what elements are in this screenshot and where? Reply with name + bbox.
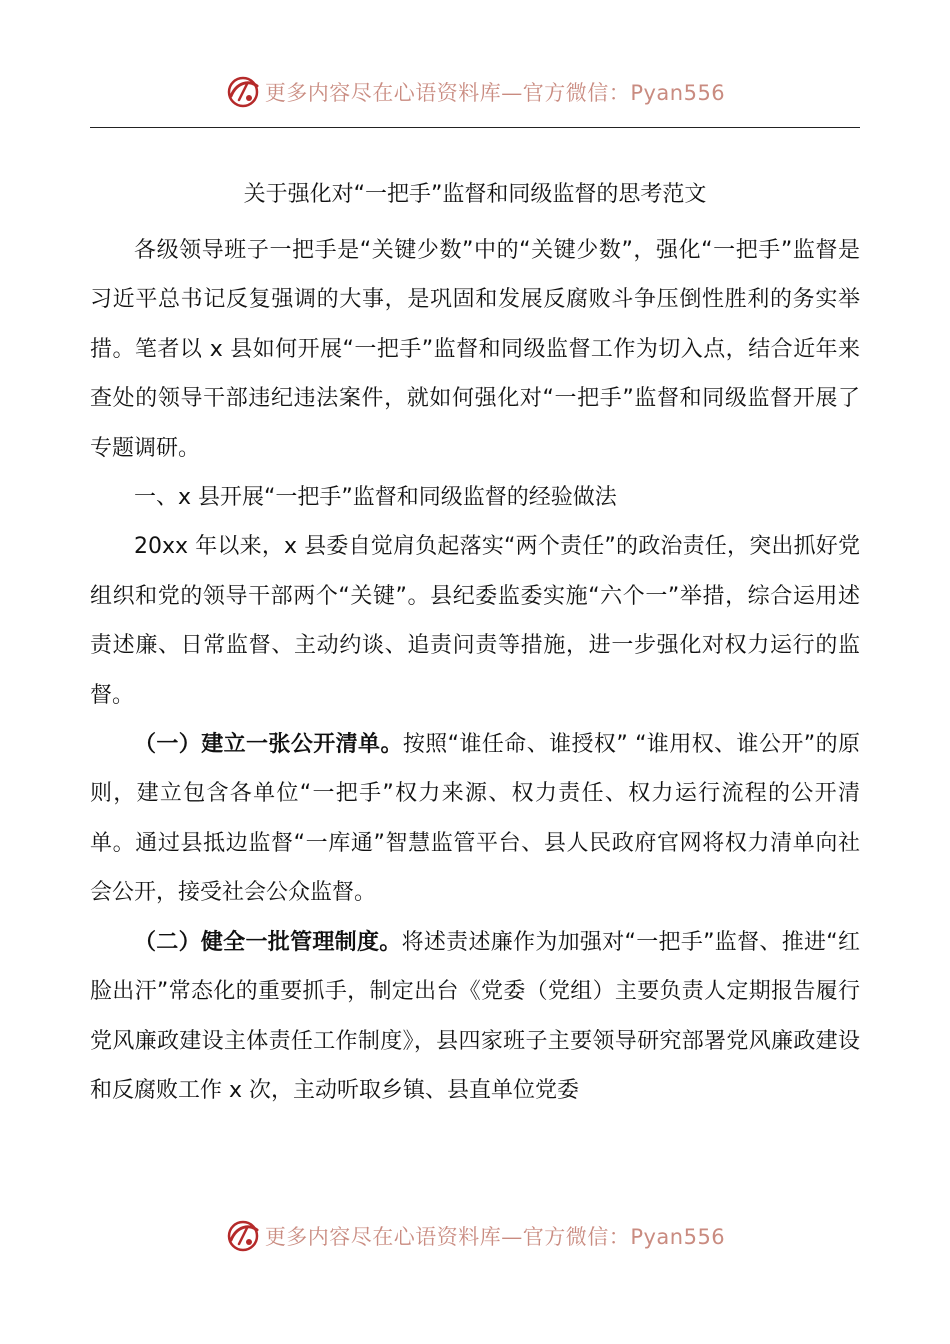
paragraph-intro: 各级领导班子一把手是“关键少数”中的“关键少数”，强化“一把手”监督是习近平总书记反复强调的大事，是巩固和发展反腐败斗争压倒性胜利的务实举措。笔者以 x 县如何开展“一把手”监督和同级监督工作为切入点，结合近年来查处的领导干部违纪违法案件，就如何强化对“一把手”监督和同级监督开展了专题调研。 — [90, 238, 860, 461]
footer-watermark-text: 更多内容尽在心语资料库—官方微信：Pyan556 — [264, 1225, 726, 1249]
document-body — [90, 174, 860, 1115]
footer-watermark-contact: Pyan556 — [630, 1225, 726, 1249]
footer-watermark — [0, 1216, 950, 1256]
item-2-heading: （二）健全一批管理制度。 — [134, 929, 402, 955]
header-watermark — [0, 72, 950, 112]
section-heading-1: 一、x 县开展“一把手”监督和同级监督的经验做法 — [134, 485, 617, 511]
header-watermark-contact: Pyan556 — [630, 81, 726, 105]
paragraph-section-1: 20xx 年以来，x 县委自觉肩负起落实“两个责任”的政治责任，突出抓好党组织和党的领导干部两个“关键”。县纪委监委实施“六个一”举措，综合运用述责述廉、日常监督、主动约谈、追责问责等措施，进一步强化对权力运行的监督。 — [90, 534, 860, 708]
item-1-heading: （一）建立一张公开清单。 — [134, 732, 403, 758]
paragraph-item-2: （二）健全一批管理制度。将述责述廉作为加强对“一把手”监督、推进“红脸出汗”常态化的重要抓手，制定出台《党委（党组）主要负责人定期报告履行党风廉政建设主体责任工作制度》，县四家班子主要领导研究部署党风廉政建设和反腐败工作 x 次，主动听取乡镇、县直单位党委 — [90, 929, 860, 1103]
header-divider — [90, 127, 860, 128]
paragraph-item-1: （一）建立一张公开清单。按照“谁任命、谁授权” “谁用权、谁公开”的原则，建立包含各单位“一把手”权力来源、权力责任、权力运行流程的公开清单。通过县抵边监督“一库通”智慧监管平台、县人民政府官网将权力清单向社会公开，接受社会公众监督。 — [90, 732, 860, 906]
document-title: 关于强化对“一把手”监督和同级监督的思考范文 — [243, 182, 707, 207]
header-watermark-text: 更多内容尽在心语资料库—官方微信：Pyan556 — [264, 81, 726, 105]
brand-logo-icon — [225, 1218, 261, 1254]
brand-logo-icon — [225, 74, 261, 110]
